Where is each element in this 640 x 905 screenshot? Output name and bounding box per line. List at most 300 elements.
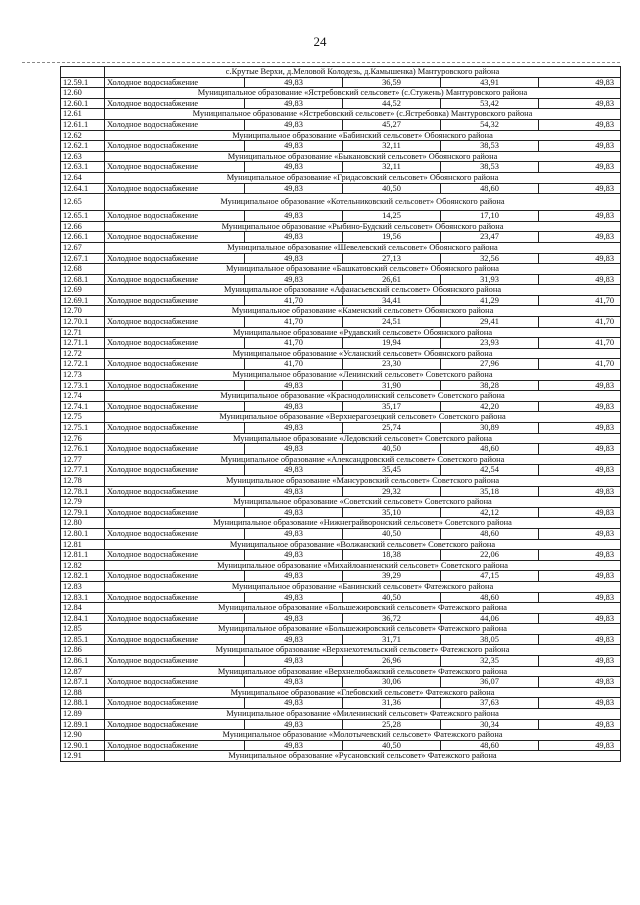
row-number-cell: 12.69 bbox=[61, 285, 105, 296]
value-cell: 44,52 bbox=[343, 98, 441, 109]
row-number-cell: 12.76 bbox=[61, 433, 105, 444]
table-row bbox=[61, 719, 621, 730]
value-cell: 40,50 bbox=[343, 740, 441, 751]
service-name-cell: Холодное водоснабжение bbox=[105, 507, 245, 518]
row-number-cell: 12.77 bbox=[61, 454, 105, 465]
row-number-cell: 12.64 bbox=[61, 172, 105, 183]
table-row bbox=[61, 740, 621, 751]
value-cell: 41,70 bbox=[539, 317, 621, 328]
value-cell: 49,83 bbox=[539, 486, 621, 497]
row-number-cell: 12.72 bbox=[61, 348, 105, 359]
row-number-cell: 12.79 bbox=[61, 497, 105, 508]
value-cell: 14,25 bbox=[343, 211, 441, 222]
table-row bbox=[61, 507, 621, 518]
service-name-cell: Холодное водоснабжение bbox=[105, 486, 245, 497]
value-cell: 35,17 bbox=[343, 401, 441, 412]
municipality-title: Муниципальное образование «Михайлоанненский сельсовет» Советского района bbox=[105, 560, 621, 571]
page-number: 24 bbox=[313, 34, 327, 49]
row-number-cell: 12.63.1 bbox=[61, 162, 105, 173]
table-title-row bbox=[61, 751, 621, 762]
row-number-cell: 12.72.1 bbox=[61, 359, 105, 370]
value-cell: 41,70 bbox=[539, 338, 621, 349]
value-cell: 49,83 bbox=[539, 380, 621, 391]
table-title-row bbox=[61, 433, 621, 444]
service-name-cell: Холодное водоснабжение bbox=[105, 677, 245, 688]
service-name-cell: Холодное водоснабжение bbox=[105, 211, 245, 222]
value-cell: 26,96 bbox=[343, 656, 441, 667]
value-cell: 31,93 bbox=[441, 274, 539, 285]
value-cell: 26,61 bbox=[343, 274, 441, 285]
service-name-cell: Холодное водоснабжение bbox=[105, 423, 245, 434]
value-cell: 49,83 bbox=[539, 119, 621, 130]
row-number-cell: 12.77.1 bbox=[61, 465, 105, 476]
value-cell: 49,83 bbox=[539, 740, 621, 751]
row-number-cell: 12.88.1 bbox=[61, 698, 105, 709]
service-name-cell: Холодное водоснабжение bbox=[105, 719, 245, 730]
table-title-row bbox=[61, 348, 621, 359]
municipality-title: Муниципальное образование «Афанасьевский сельсовет» Обоянского района bbox=[105, 285, 621, 296]
table-title-row bbox=[61, 518, 621, 529]
value-cell: 49,83 bbox=[539, 141, 621, 152]
value-cell: 49,83 bbox=[539, 634, 621, 645]
value-cell: 49,83 bbox=[245, 162, 343, 173]
value-cell: 49,83 bbox=[539, 550, 621, 561]
table-title-row bbox=[61, 151, 621, 162]
table-title-row bbox=[61, 172, 621, 183]
table-row bbox=[61, 317, 621, 328]
value-cell: 40,50 bbox=[343, 528, 441, 539]
value-cell: 19,94 bbox=[343, 338, 441, 349]
table-row bbox=[61, 183, 621, 194]
value-cell: 29,41 bbox=[441, 317, 539, 328]
value-cell: 49,83 bbox=[245, 380, 343, 391]
value-cell: 49,83 bbox=[539, 571, 621, 582]
municipality-title: Муниципальное образование «Ленинский сельсовет» Советского района bbox=[105, 370, 621, 381]
row-number-cell: 12.81 bbox=[61, 539, 105, 550]
service-name-cell: Холодное водоснабжение bbox=[105, 232, 245, 243]
table-title-row bbox=[61, 194, 621, 211]
value-cell: 40,50 bbox=[343, 444, 441, 455]
value-cell: 32,11 bbox=[343, 141, 441, 152]
value-cell: 25,74 bbox=[343, 423, 441, 434]
row-number-cell: 12.80 bbox=[61, 518, 105, 529]
value-cell: 49,83 bbox=[539, 613, 621, 624]
service-name-cell: Холодное водоснабжение bbox=[105, 592, 245, 603]
row-number-cell: 12.84.1 bbox=[61, 613, 105, 624]
row-number-cell: 12.66 bbox=[61, 221, 105, 232]
table-row bbox=[61, 444, 621, 455]
value-cell: 49,83 bbox=[245, 401, 343, 412]
service-name-cell: Холодное водоснабжение bbox=[105, 317, 245, 328]
value-cell: 49,83 bbox=[245, 486, 343, 497]
table-row bbox=[61, 465, 621, 476]
row-number-cell: 12.74 bbox=[61, 391, 105, 402]
table-title-row bbox=[61, 454, 621, 465]
service-name-cell: Холодное водоснабжение bbox=[105, 141, 245, 152]
value-cell: 48,60 bbox=[441, 444, 539, 455]
table-row bbox=[61, 232, 621, 243]
value-cell: 49,83 bbox=[539, 656, 621, 667]
value-cell: 49,83 bbox=[539, 77, 621, 88]
value-cell: 18,38 bbox=[343, 550, 441, 561]
row-number-cell: 12.78.1 bbox=[61, 486, 105, 497]
row-number-cell bbox=[61, 67, 105, 78]
value-cell: 40,50 bbox=[343, 592, 441, 603]
value-cell: 30,89 bbox=[441, 423, 539, 434]
value-cell: 42,54 bbox=[441, 465, 539, 476]
row-number-cell: 12.80.1 bbox=[61, 528, 105, 539]
value-cell: 49,83 bbox=[245, 211, 343, 222]
value-cell: 49,83 bbox=[539, 719, 621, 730]
municipality-title: Муниципальное образование «Молотычевский сельсовет» Фатежского района bbox=[105, 730, 621, 741]
value-cell: 35,18 bbox=[441, 486, 539, 497]
municipality-title: Муниципальное образование «Верхнехотемльский сельсовет» Фатежского района bbox=[105, 645, 621, 656]
table-title-row bbox=[61, 475, 621, 486]
municipality-title: с.Крутые Верхи, д.Меловой Колодезь, д.Камышенка) Мантуровского района bbox=[105, 67, 621, 78]
municipality-title: Муниципальное образование «Русановский сельсовет» Фатежского района bbox=[105, 751, 621, 762]
row-number-cell: 12.70 bbox=[61, 306, 105, 317]
value-cell: 49,83 bbox=[245, 98, 343, 109]
row-number-cell: 12.60.1 bbox=[61, 98, 105, 109]
row-number-cell: 12.71 bbox=[61, 327, 105, 338]
row-number-cell: 12.91 bbox=[61, 751, 105, 762]
header-divider bbox=[22, 62, 620, 63]
value-cell: 22,06 bbox=[441, 550, 539, 561]
service-name-cell: Холодное водоснабжение bbox=[105, 634, 245, 645]
row-number-cell: 12.75 bbox=[61, 412, 105, 423]
row-number-cell: 12.62 bbox=[61, 130, 105, 141]
value-cell: 35,10 bbox=[343, 507, 441, 518]
value-cell: 49,83 bbox=[245, 141, 343, 152]
municipality-title: Муниципальное образование «Башкатовский сельсовет» Обоянского района bbox=[105, 264, 621, 275]
row-number-cell: 12.68.1 bbox=[61, 274, 105, 285]
table-row bbox=[61, 211, 621, 222]
service-name-cell: Холодное водоснабжение bbox=[105, 740, 245, 751]
value-cell: 49,83 bbox=[539, 232, 621, 243]
value-cell: 49,83 bbox=[539, 528, 621, 539]
value-cell: 49,83 bbox=[245, 740, 343, 751]
service-name-cell: Холодное водоснабжение bbox=[105, 528, 245, 539]
municipality-title: Муниципальное образование «Рудавский сельсовет» Обоянского района bbox=[105, 327, 621, 338]
value-cell: 38,53 bbox=[441, 141, 539, 152]
municipality-title: Муниципальное образование «Нижнеграйворонский сельсовет» Советского района bbox=[105, 518, 621, 529]
service-name-cell: Холодное водоснабжение bbox=[105, 295, 245, 306]
value-cell: 49,83 bbox=[245, 677, 343, 688]
table-title-row bbox=[61, 306, 621, 317]
value-cell: 40,50 bbox=[343, 183, 441, 194]
value-cell: 23,30 bbox=[343, 359, 441, 370]
value-cell: 49,83 bbox=[539, 183, 621, 194]
municipality-title: Муниципальное образование «Верхнелюбажский сельсовет» Фатежского района bbox=[105, 666, 621, 677]
value-cell: 49,83 bbox=[245, 656, 343, 667]
table-row bbox=[61, 380, 621, 391]
table-title-row bbox=[61, 603, 621, 614]
table-row bbox=[61, 141, 621, 152]
row-number-cell: 12.85 bbox=[61, 624, 105, 635]
row-number-cell: 12.86.1 bbox=[61, 656, 105, 667]
value-cell: 27,96 bbox=[441, 359, 539, 370]
table-row bbox=[61, 253, 621, 264]
table-row bbox=[61, 677, 621, 688]
row-number-cell: 12.68 bbox=[61, 264, 105, 275]
value-cell: 42,20 bbox=[441, 401, 539, 412]
value-cell: 43,91 bbox=[441, 77, 539, 88]
row-number-cell: 12.75.1 bbox=[61, 423, 105, 434]
row-number-cell: 12.86 bbox=[61, 645, 105, 656]
value-cell: 17,10 bbox=[441, 211, 539, 222]
service-name-cell: Холодное водоснабжение bbox=[105, 274, 245, 285]
table-row bbox=[61, 634, 621, 645]
table-title-row bbox=[61, 645, 621, 656]
row-number-cell: 12.61 bbox=[61, 109, 105, 120]
row-number-cell: 12.89 bbox=[61, 709, 105, 720]
value-cell: 49,83 bbox=[245, 465, 343, 476]
row-number-cell: 12.67 bbox=[61, 242, 105, 253]
value-cell: 48,60 bbox=[441, 528, 539, 539]
tariff-table-body bbox=[61, 67, 621, 762]
value-cell: 54,32 bbox=[441, 119, 539, 130]
municipality-title: Муниципальное образование «Верхнерагозецкий сельсовет» Советского района bbox=[105, 412, 621, 423]
municipality-title: Муниципальное образование «Каменский сельсовет» Обоянского района bbox=[105, 306, 621, 317]
service-name-cell: Холодное водоснабжение bbox=[105, 401, 245, 412]
value-cell: 31,90 bbox=[343, 380, 441, 391]
value-cell: 36,07 bbox=[441, 677, 539, 688]
table-row bbox=[61, 613, 621, 624]
table-title-row bbox=[61, 370, 621, 381]
value-cell: 49,83 bbox=[539, 698, 621, 709]
value-cell: 49,83 bbox=[245, 719, 343, 730]
value-cell: 38,28 bbox=[441, 380, 539, 391]
row-number-cell: 12.90.1 bbox=[61, 740, 105, 751]
table-title-row bbox=[61, 327, 621, 338]
row-number-cell: 12.64.1 bbox=[61, 183, 105, 194]
value-cell: 49,83 bbox=[245, 698, 343, 709]
value-cell: 41,70 bbox=[245, 338, 343, 349]
table-row bbox=[61, 486, 621, 497]
table-row bbox=[61, 77, 621, 88]
service-name-cell: Холодное водоснабжение bbox=[105, 550, 245, 561]
row-number-cell: 12.70.1 bbox=[61, 317, 105, 328]
value-cell: 49,83 bbox=[539, 211, 621, 222]
value-cell: 32,35 bbox=[441, 656, 539, 667]
row-number-cell: 12.88 bbox=[61, 687, 105, 698]
table-title-row bbox=[61, 88, 621, 99]
value-cell: 31,71 bbox=[343, 634, 441, 645]
table-title-row bbox=[61, 539, 621, 550]
table-row bbox=[61, 98, 621, 109]
row-number-cell: 12.66.1 bbox=[61, 232, 105, 243]
row-number-cell: 12.83.1 bbox=[61, 592, 105, 603]
municipality-title: Муниципальное образование «Краснодолинский сельсовет» Советского района bbox=[105, 391, 621, 402]
value-cell: 49,83 bbox=[245, 274, 343, 285]
municipality-title: Муниципальное образование «Советский сельсовет» Советского района bbox=[105, 497, 621, 508]
row-number-cell: 12.69.1 bbox=[61, 295, 105, 306]
value-cell: 27,13 bbox=[343, 253, 441, 264]
service-name-cell: Холодное водоснабжение bbox=[105, 98, 245, 109]
value-cell: 49,83 bbox=[539, 401, 621, 412]
row-number-cell: 12.78 bbox=[61, 475, 105, 486]
table-title-row bbox=[61, 221, 621, 232]
value-cell: 48,60 bbox=[441, 740, 539, 751]
table-row bbox=[61, 338, 621, 349]
municipality-title: Муниципальное образование «Рыбино-Будский сельсовет» Обоянского района bbox=[105, 221, 621, 232]
service-name-cell: Холодное водоснабжение bbox=[105, 338, 245, 349]
value-cell: 29,32 bbox=[343, 486, 441, 497]
value-cell: 38,53 bbox=[441, 162, 539, 173]
value-cell: 49,83 bbox=[245, 119, 343, 130]
value-cell: 41,70 bbox=[539, 359, 621, 370]
row-number-cell: 12.63 bbox=[61, 151, 105, 162]
value-cell: 25,28 bbox=[343, 719, 441, 730]
row-number-cell: 12.65 bbox=[61, 194, 105, 211]
value-cell: 49,83 bbox=[539, 444, 621, 455]
row-number-cell: 12.60 bbox=[61, 88, 105, 99]
row-number-cell: 12.79.1 bbox=[61, 507, 105, 518]
value-cell: 49,83 bbox=[245, 507, 343, 518]
value-cell: 49,83 bbox=[245, 592, 343, 603]
value-cell: 49,83 bbox=[245, 634, 343, 645]
row-number-cell: 12.81.1 bbox=[61, 550, 105, 561]
value-cell: 45,27 bbox=[343, 119, 441, 130]
value-cell: 32,11 bbox=[343, 162, 441, 173]
value-cell: 41,29 bbox=[441, 295, 539, 306]
service-name-cell: Холодное водоснабжение bbox=[105, 119, 245, 130]
value-cell: 49,83 bbox=[245, 613, 343, 624]
municipality-title: Муниципальное образование «Быкановский сельсовет» Обоянского района bbox=[105, 151, 621, 162]
row-number-cell: 12.82 bbox=[61, 560, 105, 571]
value-cell: 37,63 bbox=[441, 698, 539, 709]
value-cell: 32,56 bbox=[441, 253, 539, 264]
table-row bbox=[61, 295, 621, 306]
row-number-cell: 12.62.1 bbox=[61, 141, 105, 152]
row-number-cell: 12.89.1 bbox=[61, 719, 105, 730]
municipality-title: Муниципальное образование «Усланский сельсовет» Обоянского района bbox=[105, 348, 621, 359]
service-name-cell: Холодное водоснабжение bbox=[105, 465, 245, 476]
service-name-cell: Холодное водоснабжение bbox=[105, 380, 245, 391]
service-name-cell: Холодное водоснабжение bbox=[105, 656, 245, 667]
row-number-cell: 12.87 bbox=[61, 666, 105, 677]
table-row bbox=[61, 592, 621, 603]
value-cell: 38,05 bbox=[441, 634, 539, 645]
table-title-row bbox=[61, 391, 621, 402]
row-number-cell: 12.83 bbox=[61, 581, 105, 592]
service-name-cell: Холодное водоснабжение bbox=[105, 359, 245, 370]
municipality-title: Муниципальное образование «Ледовский сельсовет» Советского района bbox=[105, 433, 621, 444]
value-cell: 49,83 bbox=[539, 677, 621, 688]
row-number-cell: 12.73 bbox=[61, 370, 105, 381]
value-cell: 41,70 bbox=[245, 317, 343, 328]
municipality-title: Муниципальное образование «Большежировский сельсовет» Фатежского района bbox=[105, 603, 621, 614]
row-number-cell: 12.84 bbox=[61, 603, 105, 614]
municipality-title: Муниципальное образование «Ястребовский сельсовет» (с.Ястребовка) Мантуровского района bbox=[105, 109, 621, 120]
row-number-cell: 12.85.1 bbox=[61, 634, 105, 645]
row-number-cell: 12.74.1 bbox=[61, 401, 105, 412]
value-cell: 30,06 bbox=[343, 677, 441, 688]
value-cell: 49,83 bbox=[245, 77, 343, 88]
value-cell: 41,70 bbox=[245, 295, 343, 306]
value-cell: 49,83 bbox=[245, 253, 343, 264]
table-title-row bbox=[61, 242, 621, 253]
table-title-row bbox=[61, 730, 621, 741]
table-title-row bbox=[61, 709, 621, 720]
municipality-title: Муниципальное образование «Котельниковский сельсовет» Обоянского района bbox=[105, 194, 621, 211]
municipality-title: Муниципальное образование «Большежировский сельсовет» Фатежского района bbox=[105, 624, 621, 635]
table-row bbox=[61, 359, 621, 370]
table-title-row bbox=[61, 285, 621, 296]
table-title-row bbox=[61, 130, 621, 141]
value-cell: 36,59 bbox=[343, 77, 441, 88]
service-name-cell: Холодное водоснабжение bbox=[105, 162, 245, 173]
table-title-row bbox=[61, 109, 621, 120]
service-name-cell: Холодное водоснабжение bbox=[105, 613, 245, 624]
value-cell: 49,83 bbox=[539, 423, 621, 434]
municipality-title: Муниципальное образование «Мансуровский сельсовет» Советского района bbox=[105, 475, 621, 486]
value-cell: 49,83 bbox=[245, 550, 343, 561]
municipality-title: Муниципальное образование «Шевелевский сельсовет» Обоянского района bbox=[105, 242, 621, 253]
table-row bbox=[61, 401, 621, 412]
table-row bbox=[61, 656, 621, 667]
table-title-row bbox=[61, 560, 621, 571]
value-cell: 41,70 bbox=[539, 295, 621, 306]
service-name-cell: Холодное водоснабжение bbox=[105, 444, 245, 455]
service-name-cell: Холодное водоснабжение bbox=[105, 183, 245, 194]
value-cell: 49,83 bbox=[539, 253, 621, 264]
municipality-title: Муниципальное образование «Бабинский сельсовет» Обоянского района bbox=[105, 130, 621, 141]
service-name-cell: Холодное водоснабжение bbox=[105, 253, 245, 264]
table-title-row bbox=[61, 624, 621, 635]
row-number-cell: 12.59.1 bbox=[61, 77, 105, 88]
service-name-cell: Холодное водоснабжение bbox=[105, 698, 245, 709]
value-cell: 36,72 bbox=[343, 613, 441, 624]
table-title-row bbox=[61, 497, 621, 508]
value-cell: 49,83 bbox=[539, 274, 621, 285]
table-title-row bbox=[61, 412, 621, 423]
value-cell: 34,41 bbox=[343, 295, 441, 306]
value-cell: 49,83 bbox=[539, 592, 621, 603]
table-title-row bbox=[61, 666, 621, 677]
value-cell: 31,36 bbox=[343, 698, 441, 709]
value-cell: 48,60 bbox=[441, 183, 539, 194]
value-cell: 39,29 bbox=[343, 571, 441, 582]
table-row bbox=[61, 423, 621, 434]
municipality-title: Муниципальное образование «Гридасовский сельсовет» Обоянского района bbox=[105, 172, 621, 183]
value-cell: 49,83 bbox=[245, 528, 343, 539]
table-row bbox=[61, 119, 621, 130]
value-cell: 49,83 bbox=[245, 571, 343, 582]
value-cell: 49,83 bbox=[245, 232, 343, 243]
value-cell: 49,83 bbox=[245, 423, 343, 434]
table-row bbox=[61, 162, 621, 173]
municipality-title: Муниципальное образование «Волжанский сельсовет» Советского района bbox=[105, 539, 621, 550]
municipality-title: Муниципальное образование «Глебовский сельсовет» Фатежского района bbox=[105, 687, 621, 698]
municipality-title: Муниципальное образование «Миленинский сельсовет» Фатежского района bbox=[105, 709, 621, 720]
value-cell: 23,47 bbox=[441, 232, 539, 243]
table-row bbox=[61, 528, 621, 539]
value-cell: 30,34 bbox=[441, 719, 539, 730]
table-row bbox=[61, 274, 621, 285]
value-cell: 49,83 bbox=[245, 183, 343, 194]
municipality-title: Муниципальное образование «Ястребовский сельсовет» (с.Стужень) Мантуровского района bbox=[105, 88, 621, 99]
value-cell: 49,83 bbox=[539, 507, 621, 518]
value-cell: 44,06 bbox=[441, 613, 539, 624]
table-title-row bbox=[61, 67, 621, 78]
row-number-cell: 12.65.1 bbox=[61, 211, 105, 222]
value-cell: 47,15 bbox=[441, 571, 539, 582]
value-cell: 42,12 bbox=[441, 507, 539, 518]
value-cell: 49,83 bbox=[245, 444, 343, 455]
municipality-title: Муниципальное образование «Банинский сельсовет» Фатежского района bbox=[105, 581, 621, 592]
table-row bbox=[61, 550, 621, 561]
